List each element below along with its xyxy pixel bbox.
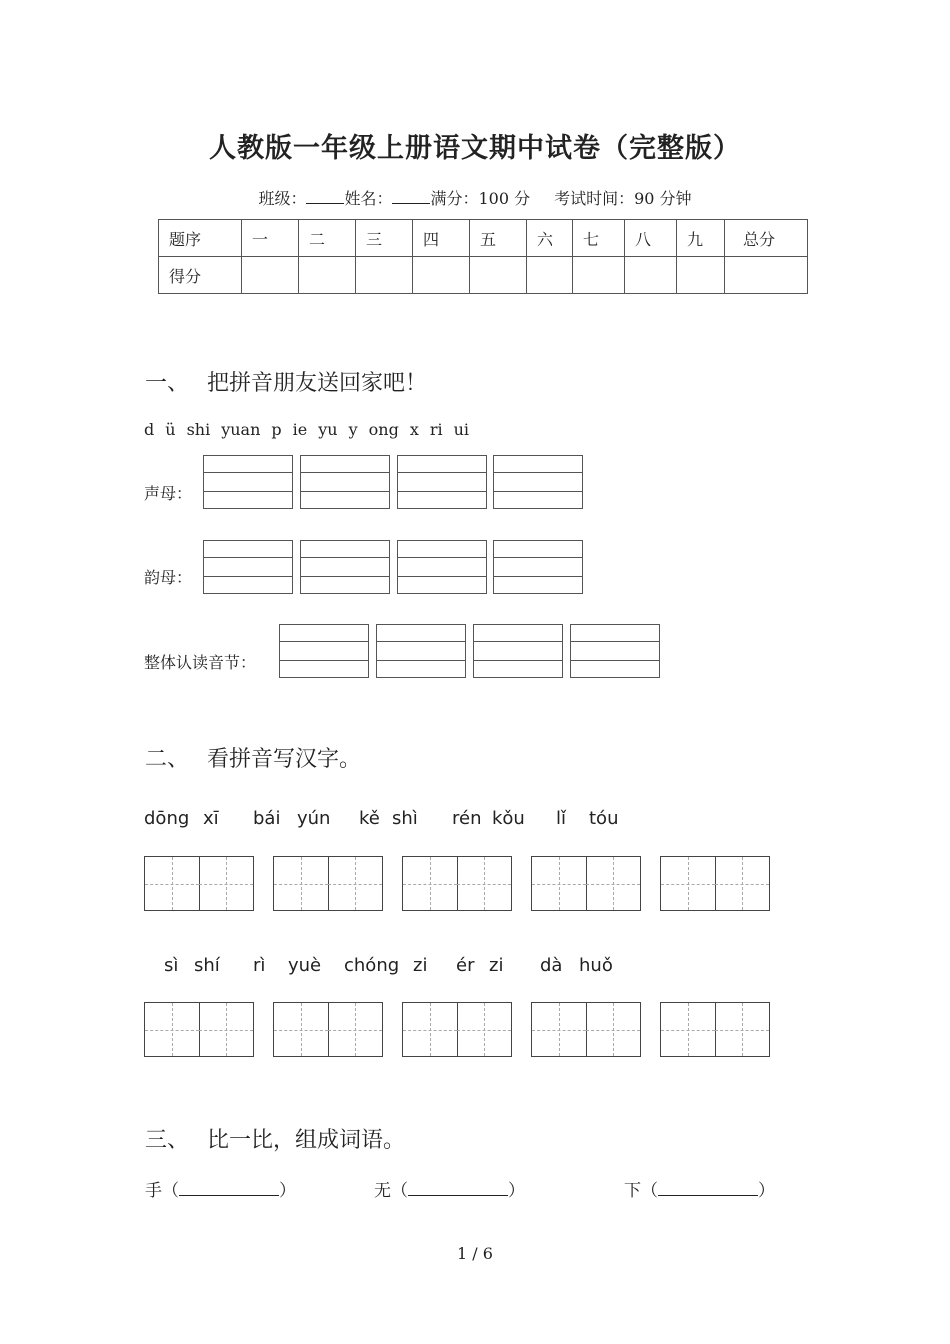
- pinyin-syllable: lǐ: [556, 808, 567, 829]
- class-blank[interactable]: [306, 189, 344, 204]
- name-label: 姓名：: [344, 189, 393, 208]
- pinyin-syllable: zi: [413, 955, 428, 976]
- tianzige-box[interactable]: [144, 856, 254, 911]
- pinyin-item: yuan: [221, 420, 261, 439]
- score-header-cell: 五: [470, 220, 527, 257]
- section-1-title: 把拼音朋友送回家吧！: [207, 371, 428, 396]
- pinyin-syllable: chóng: [344, 955, 400, 976]
- word-item: [145, 1176, 296, 1201]
- pinyin-syllable: yún: [297, 808, 331, 829]
- name-blank[interactable]: [392, 189, 430, 204]
- pinyin-syllable: bái: [253, 808, 281, 829]
- class-label: 班级：: [258, 189, 307, 208]
- word-char: 手: [145, 1181, 162, 1201]
- score-table-header: [159, 220, 808, 257]
- tianzige-box[interactable]: [531, 1002, 641, 1057]
- tianzige-box[interactable]: [660, 1002, 770, 1057]
- word-open-paren: （: [391, 1181, 408, 1201]
- yunmu-label: 韵母：: [144, 568, 193, 587]
- score-header-cell: 八: [625, 220, 677, 257]
- score-cell[interactable]: [470, 257, 527, 294]
- pinyin-syllable: sì: [164, 955, 179, 976]
- score-table: [158, 219, 808, 294]
- pinyin-syllable: dà: [540, 955, 563, 976]
- word-close-paren: ）: [279, 1181, 296, 1201]
- score-row-label: 得分: [159, 257, 242, 294]
- word-char: 下: [624, 1181, 641, 1201]
- word-item: [624, 1176, 775, 1201]
- pinyin-syllable: ér: [456, 955, 475, 976]
- word-blank[interactable]: [658, 1179, 758, 1196]
- page-number: 1 / 6: [457, 1244, 493, 1263]
- score-cell[interactable]: [677, 257, 725, 294]
- yunmu-box[interactable]: [397, 540, 487, 594]
- pinyin-syllable: huǒ: [579, 955, 613, 976]
- pinyin-syllable: rì: [253, 955, 266, 976]
- score-cell[interactable]: [527, 257, 573, 294]
- word-item: [374, 1176, 525, 1201]
- shengmu-box[interactable]: [397, 455, 487, 509]
- pinyin-item: x: [409, 420, 419, 439]
- score-cell[interactable]: [413, 257, 470, 294]
- score-table-row: [159, 257, 808, 294]
- section-1-number: 一、: [145, 371, 190, 396]
- score-header-cell: 题序: [159, 220, 242, 257]
- exam-time: 考试时间：90 分钟: [554, 189, 692, 208]
- pinyin-syllable: kě: [359, 808, 380, 829]
- word-close-paren: ）: [758, 1181, 775, 1201]
- tianzige-box[interactable]: [402, 856, 512, 911]
- section-1-heading: [145, 366, 427, 397]
- shengmu-box[interactable]: [203, 455, 293, 509]
- yunmu-box[interactable]: [203, 540, 293, 594]
- section-3-title: 比一比，组成词语。: [207, 1128, 406, 1153]
- pinyin-item: ie: [292, 420, 308, 439]
- tianzige-box[interactable]: [273, 1002, 383, 1057]
- score-cell[interactable]: [725, 257, 808, 294]
- section-2-title: 看拼音写汉字。: [207, 747, 362, 772]
- pinyin-syllable: yuè: [288, 955, 322, 976]
- section-2-heading: [145, 742, 361, 773]
- section-3-number: 三、: [145, 1128, 190, 1153]
- tianzige-box[interactable]: [531, 856, 641, 911]
- exam-meta: [0, 186, 950, 209]
- score-header-cell: 七: [573, 220, 625, 257]
- score-cell[interactable]: [299, 257, 356, 294]
- pinyin-list: [144, 420, 480, 439]
- yunmu-box[interactable]: [493, 540, 583, 594]
- word-open-paren: （: [162, 1181, 179, 1201]
- pinyin-item: y: [348, 420, 358, 439]
- score-header-cell: 二: [299, 220, 356, 257]
- zhengti-box[interactable]: [279, 624, 369, 678]
- pinyin-item: d: [144, 420, 155, 439]
- score-header-cell: 四: [413, 220, 470, 257]
- word-char: 无: [374, 1181, 391, 1201]
- zhengti-box[interactable]: [376, 624, 466, 678]
- full-score: 满分：100 分: [430, 189, 531, 208]
- score-header-cell: 九: [677, 220, 725, 257]
- pinyin-syllable: shí: [194, 955, 220, 976]
- word-close-paren: ）: [508, 1181, 525, 1201]
- section-3-heading: [145, 1123, 405, 1154]
- score-header-cell: 六: [527, 220, 573, 257]
- pinyin-syllable: kǒu: [492, 808, 525, 829]
- word-blank[interactable]: [408, 1179, 508, 1196]
- zhengti-label: 整体认读音节：: [144, 653, 257, 672]
- pinyin-item: shi: [186, 420, 211, 439]
- score-header-cell: 总分: [725, 220, 808, 257]
- pinyin-item: ong: [368, 420, 399, 439]
- tianzige-box[interactable]: [144, 1002, 254, 1057]
- shengmu-label: 声母：: [144, 484, 193, 503]
- zhengti-box[interactable]: [570, 624, 660, 678]
- pinyin-item: p: [271, 420, 282, 439]
- pinyin-syllable: shì: [392, 808, 418, 829]
- word-blank[interactable]: [179, 1179, 279, 1196]
- zhengti-box[interactable]: [473, 624, 563, 678]
- word-open-paren: （: [641, 1181, 658, 1201]
- pinyin-syllable: rén: [452, 808, 482, 829]
- pinyin-syllable: zi: [489, 955, 504, 976]
- pinyin-item: ri: [429, 420, 443, 439]
- pinyin-syllable: xī: [203, 808, 219, 829]
- tianzige-box[interactable]: [402, 1002, 512, 1057]
- shengmu-box[interactable]: [300, 455, 390, 509]
- page-title: 人教版一年级上册语文期中试卷（完整版）: [209, 133, 741, 164]
- shengmu-box[interactable]: [493, 455, 583, 509]
- score-cell[interactable]: [625, 257, 677, 294]
- pinyin-item: ü: [165, 420, 176, 439]
- score-cell[interactable]: [573, 257, 625, 294]
- section-2-number: 二、: [145, 747, 190, 772]
- pinyin-item: ui: [453, 420, 470, 439]
- pinyin-item: yu: [318, 420, 338, 439]
- yunmu-box[interactable]: [300, 540, 390, 594]
- score-cell[interactable]: [242, 257, 299, 294]
- tianzige-box[interactable]: [273, 856, 383, 911]
- score-header-cell: 一: [242, 220, 299, 257]
- tianzige-box[interactable]: [660, 856, 770, 911]
- score-cell[interactable]: [356, 257, 413, 294]
- score-header-cell: 三: [356, 220, 413, 257]
- pinyin-syllable: tóu: [589, 808, 619, 829]
- pinyin-syllable: dōng: [144, 808, 190, 829]
